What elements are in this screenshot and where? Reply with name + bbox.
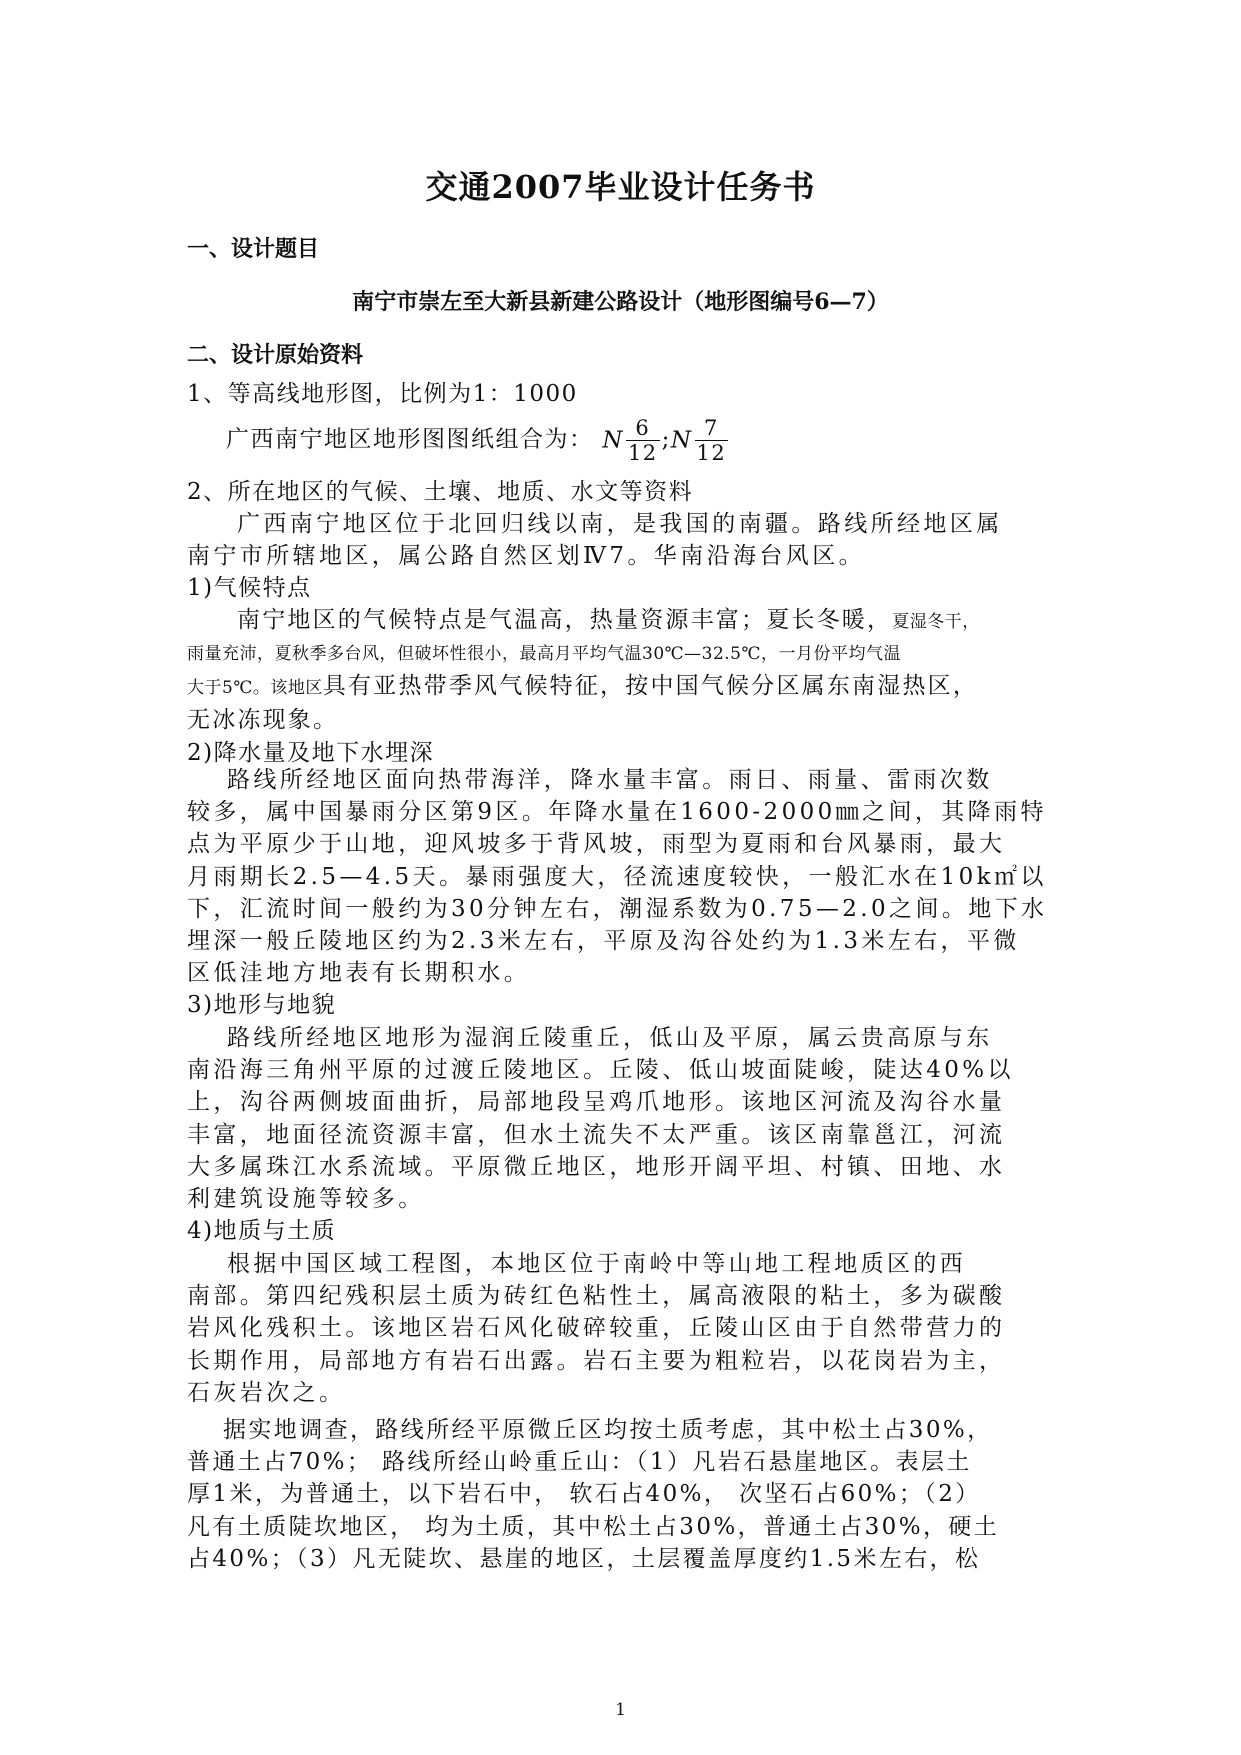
paragraph-line: 南部。第四纪残积层土质为砖红色粘性土，属高液限的粘土，多为碳酸	[187, 1283, 1006, 1310]
design-topic: 南宁市崇左至大新县新建公路设计（地形图编号6—7）	[352, 289, 889, 315]
document-title: 交通2007毕业设计任务书	[425, 168, 816, 206]
fraction-numerator: 6	[626, 416, 660, 441]
subsection-heading-climate: 1)气候特点	[187, 575, 312, 602]
fraction-numerator: 7	[695, 416, 729, 441]
survey-paragraph	[187, 1414, 1055, 1575]
climate-text-small: 夏湿冬干，	[892, 612, 980, 632]
paragraph-line: 上，沟谷两侧坡面曲折，局部地段呈鸡爪地形。该地区河流及沟谷水量	[187, 1089, 1006, 1116]
paragraph-line: 较多，属中国暴雨分区第9区。年降水量在1600-2000㎜之间，其降雨特	[187, 799, 1047, 826]
paragraph-line	[187, 604, 1055, 638]
region-intro-paragraph	[187, 508, 1055, 605]
sheet-variable: N	[670, 427, 693, 454]
section-heading-design-topic: 一、设计题目	[187, 236, 320, 262]
subsection-heading-geology: 4)地质与土质	[187, 1218, 337, 1245]
fraction-sheet-7-12	[695, 416, 729, 465]
item-1-contour-map: 1、等高线地形图，比例为1：1000	[187, 381, 578, 407]
paragraph-line: 雨量充沛，夏秋季多台风，但破坏性很小，最高月平均气温30℃—32.5℃，一月份平均气温	[187, 644, 902, 665]
terrain-paragraph	[187, 1022, 1055, 1247]
fraction-denominator: 12	[696, 441, 727, 465]
page-number: 1	[615, 1700, 626, 1720]
paragraph-line	[187, 670, 1055, 704]
paragraph-line: 普通土占70%； 路线所经山岭重丘山：（1）凡岩石悬崖地区。表层土	[187, 1449, 972, 1476]
item-2-heading: 2、所在地区的气候、土壤、地质、水文等资料	[187, 479, 694, 505]
paragraph-line: 厚1米，为普通土，以下岩石中， 软石占40%， 次坚石占60%；（2）	[187, 1481, 981, 1508]
geology-paragraph	[187, 1248, 1055, 1409]
sheet-variable: N	[602, 427, 624, 454]
paragraph-line: 埋深一般丘陵地区约为2.3米左右，平原及沟谷处约为1.3米左右，平微	[187, 928, 1020, 955]
paragraph-line: 凡有土质陡坎地区， 均为土质，其中松土占30%，普通土占30%，硬土	[187, 1513, 1000, 1540]
paragraph-line: 下，汇流时间一般约为30分钟左右，潮湿系数为0.75—2.0之间。地下水	[187, 895, 1048, 922]
paragraph-line: 路线所经地区地形为湿润丘陵重丘，低山及平原，属云贵高原与东	[227, 1025, 993, 1051]
fraction-denominator: 12	[627, 441, 658, 465]
fraction-sheet-6-12	[626, 416, 660, 465]
paragraph-line: 大多属珠江水系流域。平原微丘地区，地形开阔平坦、村镇、田地、水	[187, 1153, 1006, 1180]
paragraph-line: 区低洼地方地表有长期积水。	[187, 960, 531, 987]
subsection-heading-rain: 2)降水量及地下水埋深	[187, 739, 435, 766]
paragraph-line: 丰富，地面径流资源丰富，但水土流失不太严重。该区南靠邕江，河流	[187, 1121, 1006, 1148]
paragraph-line: 无冰冻现象。	[187, 707, 339, 734]
paragraph-line: 点为平原少于山地，迎风坡多于背风坡，雨型为夏雨和台风暴雨，最大	[187, 831, 1006, 858]
paragraph-line: 根据中国区域工程图，本地区位于南岭中等山地工程地质区的西	[227, 1251, 967, 1277]
paragraph-line: 月雨期长2.5—4.5天。暴雨强度大，径流速度较快，一般汇水在10k㎡以	[187, 863, 1047, 890]
map-sheet-label: 广西南宁地区地形图图纸组合为：	[226, 426, 594, 453]
section-heading-source-data: 二、设计原始资料	[187, 342, 364, 368]
paragraph-line: 据实地调查，路线所经平原微丘区均按土质考虑，其中松土占30%，	[223, 1417, 993, 1443]
paragraph-line: 南沿海三角州平原的过渡丘陵地区。丘陵、低山坡面陡峻，陡达40%以	[187, 1057, 1014, 1084]
rain-paragraph	[187, 764, 1055, 1022]
map-sheet-combination	[226, 416, 1096, 465]
climate-text: 南宁地区的气候特点是气温高，热量资源丰富；夏长冬暖，	[237, 607, 893, 633]
paragraph-line: 长期作用，局部地方有岩石出露。岩石主要为粗粒岩，以花岗岩为主，	[187, 1347, 1006, 1374]
paragraph-line: 利建筑设施等较多。	[187, 1186, 425, 1213]
paragraph-line: 路线所经地区面向热带海洋，降水量丰富。雨日、雨量、雷雨次数	[227, 767, 993, 793]
paragraph-line: 占40%；（3）凡无陡坎、悬崖的地区，土层覆盖厚度约1.5米左右，松	[187, 1545, 981, 1572]
climate-text: 具有亚热带季风气候特征，按中国气候分区属东南湿热区，	[322, 673, 979, 700]
paragraph-line: 南宁市所辖地区，属公路自然区划Ⅳ7。华南沿海台风区。	[187, 543, 866, 570]
paragraph-line: 广西南宁地区位于北回归线以南，是我国的南疆。路线所经地区属	[237, 511, 1003, 537]
climate-paragraph	[187, 604, 1055, 769]
paragraph-line: 岩风化残积土。该地区岩石风化破碎较重，丘陵山区由于自然带营力的	[187, 1315, 1006, 1342]
climate-text-small: 大于5℃。该地区	[187, 678, 323, 699]
fraction-separator: ;	[661, 426, 671, 453]
paragraph-line: 石灰岩次之。	[187, 1379, 346, 1406]
subsection-heading-terrain: 3)地形与地貌	[187, 992, 337, 1019]
